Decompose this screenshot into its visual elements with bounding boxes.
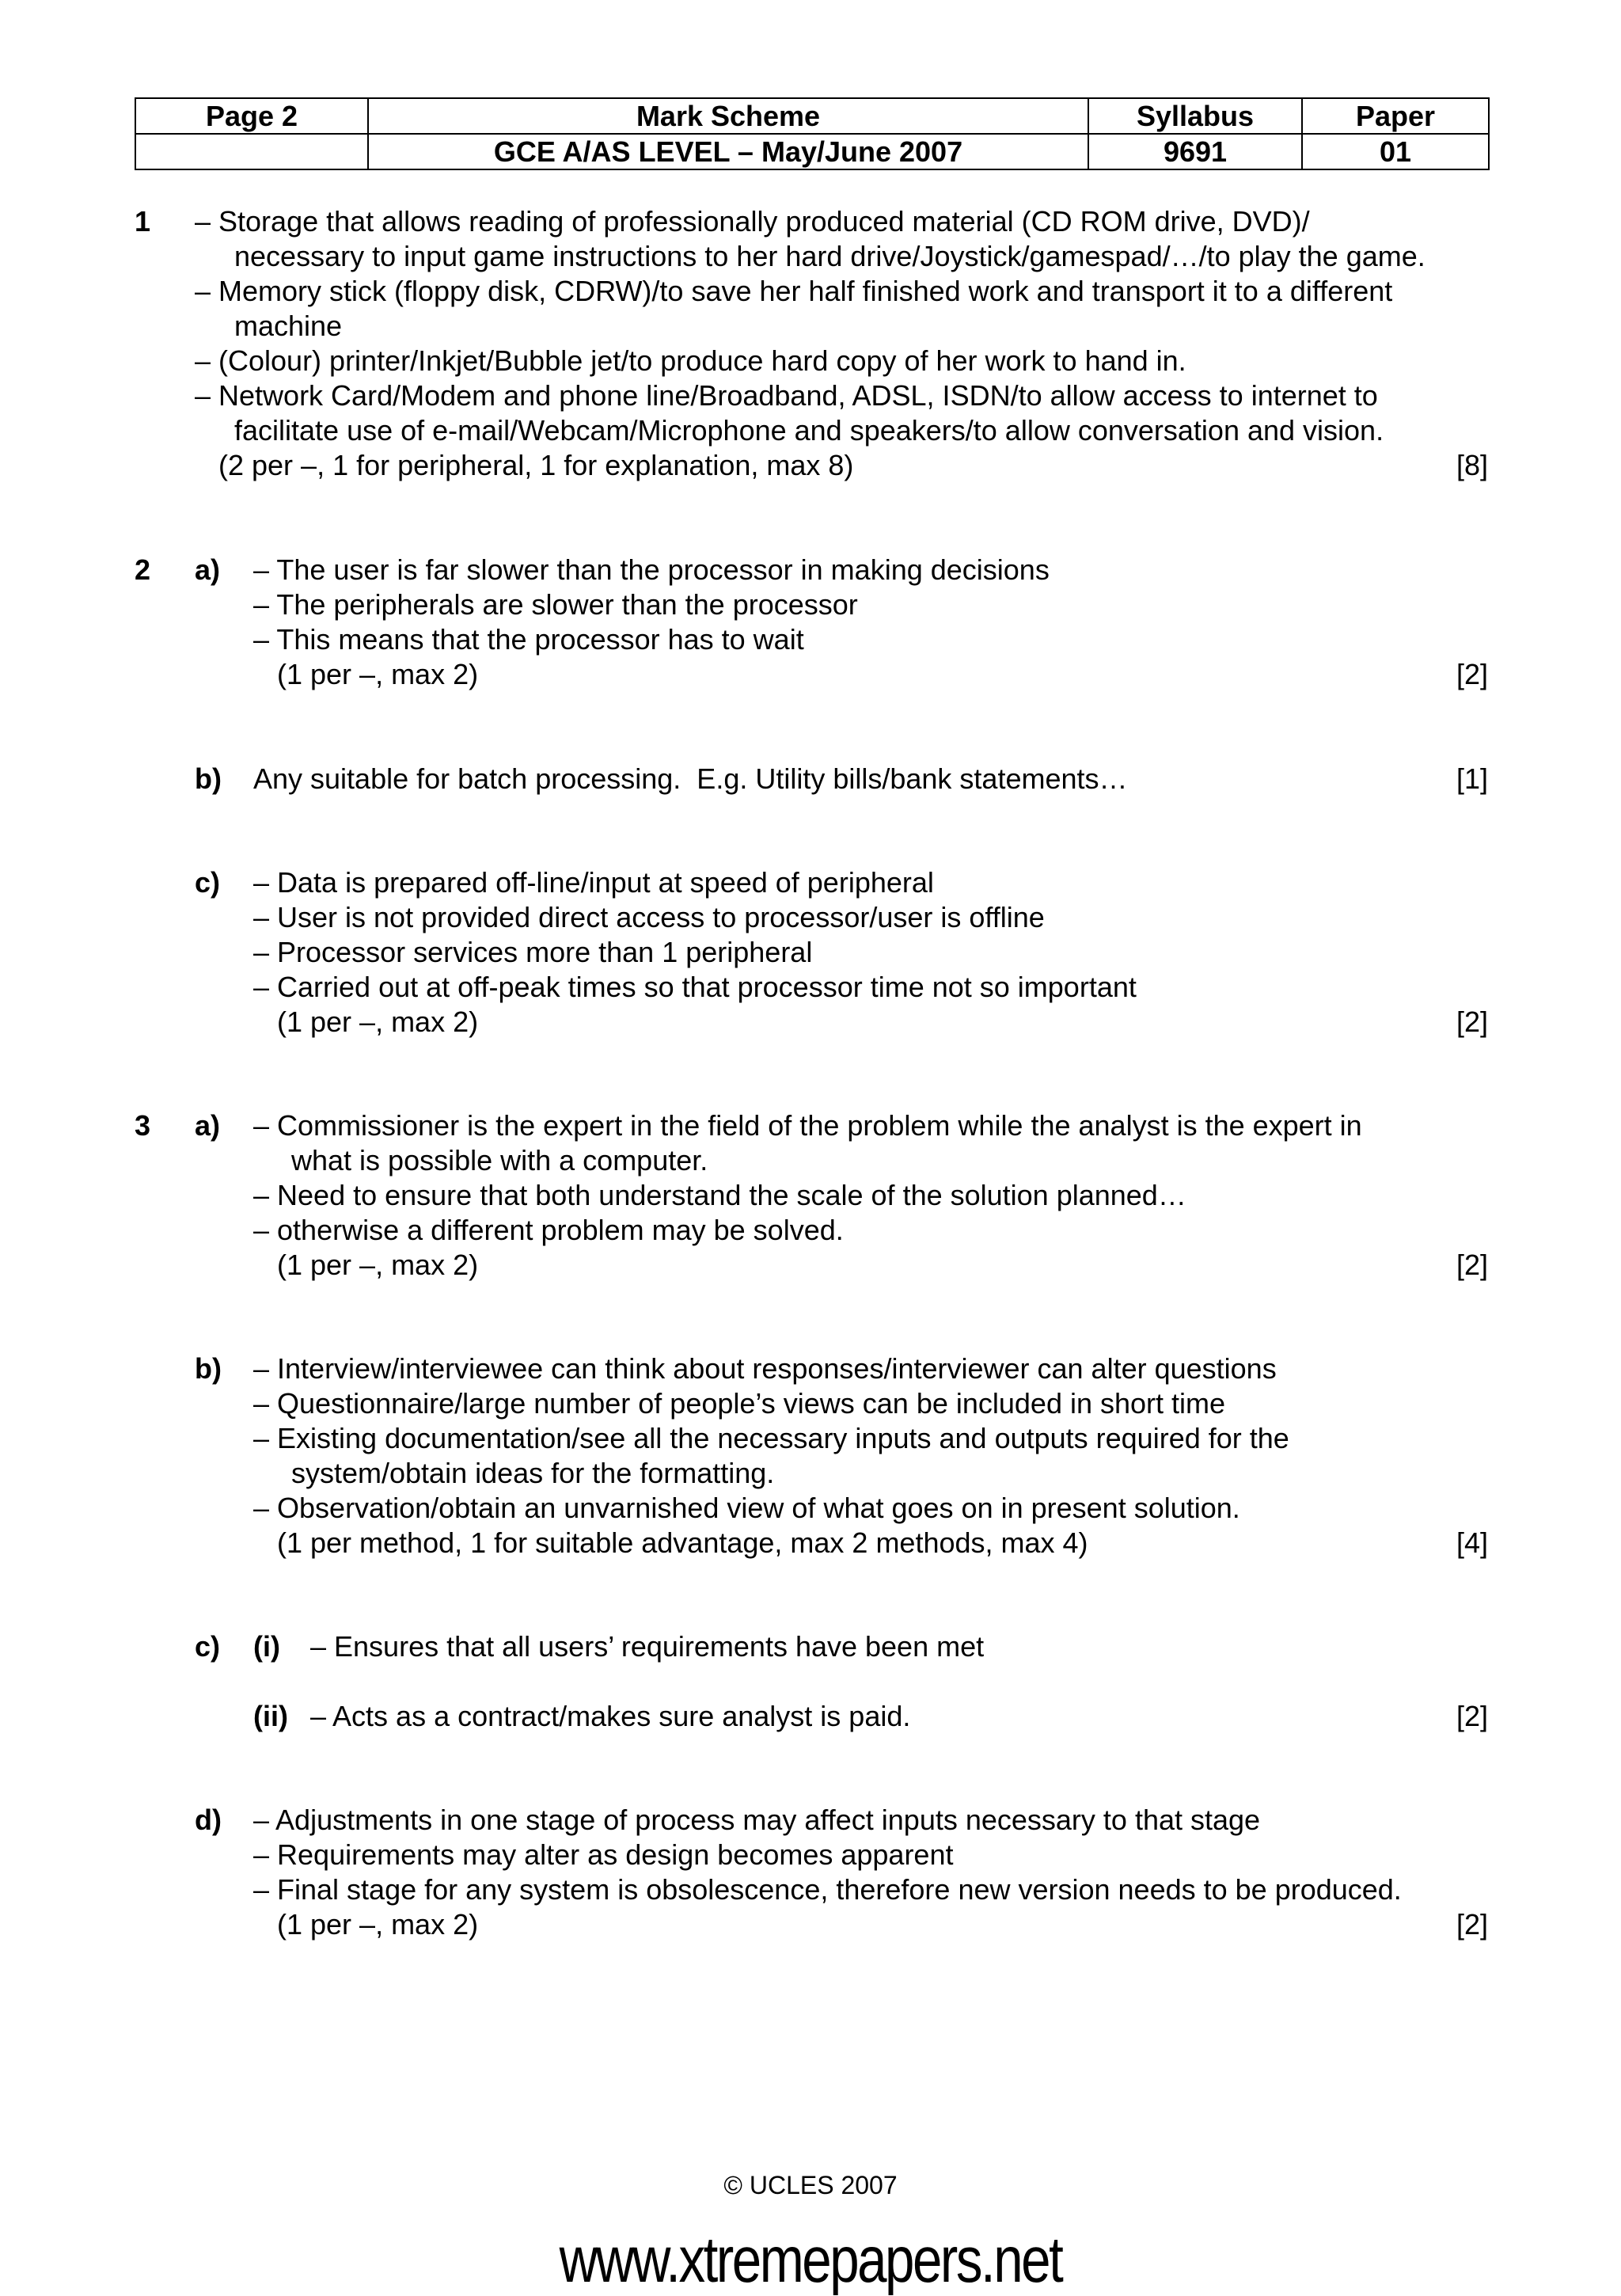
q2a-marking-note: (1 per –, max 2): [277, 658, 479, 690]
q2b-marks: [1]: [1456, 762, 1488, 795]
header-blank-cell: [135, 134, 368, 169]
q3d-line-3: – Final stage for any system is obsolescence, therefore new version needs to be produced.: [253, 1873, 1402, 1906]
q2c-line-3: – Processor services more than 1 peripheral: [253, 936, 813, 968]
q1-line-2: necessary to input game instructions to her hard drive/Joystick/gamespad/…/to play the game.: [234, 240, 1425, 272]
q1-line-7: facilitate use of e-mail/Webcam/Microphone and speakers/to allow conversation and vision.: [234, 414, 1384, 447]
paper-label: Paper: [1302, 98, 1489, 134]
q3c-label: c): [195, 1630, 221, 1663]
q2b-label: b): [195, 762, 222, 795]
q3d-marks: [2]: [1456, 1908, 1488, 1941]
q2a-line-2: – The peripherals are slower than the processor: [253, 588, 858, 621]
page-number: Page 2: [135, 98, 368, 134]
q3c-i-text: – Ensures that all users’ requirements have been met: [310, 1630, 985, 1663]
q3b-line-2: – Questionnaire/large number of people’s views can be included in short time: [253, 1387, 1226, 1420]
question-2-number: 2: [135, 553, 151, 586]
q3c-marks: [2]: [1456, 1700, 1488, 1732]
q1-line-1: – Storage that allows reading of professionally produced material (CD ROM drive, DVD)/: [195, 205, 1310, 238]
copyright-notice: © UCLES 2007: [723, 2171, 898, 2199]
q3a-marking-note: (1 per –, max 2): [277, 1249, 479, 1281]
q3c-ii-label: (ii): [253, 1700, 288, 1732]
q2a-marks: [2]: [1456, 658, 1488, 690]
syllabus-label: Syllabus: [1088, 98, 1302, 134]
q2c-line-4: – Carried out at off-peak times so that processor time not so important: [253, 971, 1137, 1003]
header-table: [135, 97, 1490, 170]
q3a-marks: [2]: [1456, 1249, 1488, 1281]
document-title: Mark Scheme: [368, 98, 1088, 134]
q2c-marking-note: (1 per –, max 2): [277, 1005, 479, 1038]
q2a-label: a): [195, 553, 221, 586]
q2c-marks: [2]: [1456, 1005, 1488, 1038]
q3a-line-1: – Commissioner is the expert in the field of the problem while the analyst is the expert in: [253, 1109, 1362, 1142]
q3c-ii-text: – Acts as a contract/makes sure analyst is paid.: [310, 1700, 911, 1732]
q3a-line-3: – Need to ensure that both understand the scale of the solution planned…: [253, 1179, 1186, 1211]
q3b-line-5: – Observation/obtain an unvarnished view of what goes on in present solution.: [253, 1492, 1240, 1524]
q3b-marking-note: (1 per method, 1 for suitable advantage, max 2 methods, max 4): [277, 1526, 1088, 1559]
q3a-line-4: – otherwise a different problem may be solved.: [253, 1214, 844, 1246]
q3b-line-4: system/obtain ideas for the formatting.: [291, 1457, 775, 1489]
q3b-line-1: – Interview/interviewee can think about responses/interviewer can alter questions: [253, 1352, 1277, 1385]
q2c-line-2: – User is not provided direct access to processor/user is offline: [253, 901, 1045, 933]
q3d-line-1: – Adjustments in one stage of process may affect inputs necessary to that stage: [253, 1804, 1261, 1836]
q3d-marking-note: (1 per –, max 2): [277, 1908, 479, 1941]
q2c-label: c): [195, 866, 221, 899]
question-1-number: 1: [135, 205, 151, 238]
q1-line-5: – (Colour) printer/Inkjet/Bubble jet/to produce hard copy of her work to hand in.: [195, 344, 1186, 377]
question-3-number: 3: [135, 1109, 151, 1142]
q3a-line-2: what is possible with a computer.: [291, 1144, 708, 1177]
q2c-line-1: – Data is prepared off-line/input at speed of peripheral: [253, 866, 934, 899]
q3c-i-label: (i): [253, 1630, 280, 1663]
q2a-line-1: – The user is far slower than the processor in making decisions: [253, 553, 1050, 586]
q1-marking-note: (2 per –, 1 for peripheral, 1 for explanation, max 8): [218, 449, 854, 481]
q1-line-4: machine: [234, 310, 343, 342]
q1-line-6: – Network Card/Modem and phone line/Broadband, ADSL, ISDN/to allow access to internet to: [195, 379, 1378, 412]
q2a-line-3: – This means that the processor has to wait: [253, 623, 804, 656]
exam-name: GCE A/AS LEVEL – May/June 2007: [368, 134, 1088, 169]
q3b-line-3: – Existing documentation/see all the necessary inputs and outputs required for the: [253, 1422, 1289, 1454]
q3b-label: b): [195, 1352, 222, 1385]
q3b-marks: [4]: [1456, 1526, 1488, 1559]
syllabus-code: 9691: [1088, 134, 1302, 169]
q2b-line-1: Any suitable for batch processing. E.g. Utility bills/bank statements…: [253, 762, 1128, 795]
q3d-label: d): [195, 1804, 222, 1836]
q3d-line-2: – Requirements may alter as design becomes apparent: [253, 1838, 954, 1871]
website-watermark: www.xtremepapers.net: [559, 2224, 1062, 2296]
q3a-label: a): [195, 1109, 221, 1142]
paper-code: 01: [1302, 134, 1489, 169]
q1-marks: [8]: [1456, 449, 1488, 481]
q1-line-3: – Memory stick (floppy disk, CDRW)/to save her half finished work and transport it to a different: [195, 275, 1393, 307]
